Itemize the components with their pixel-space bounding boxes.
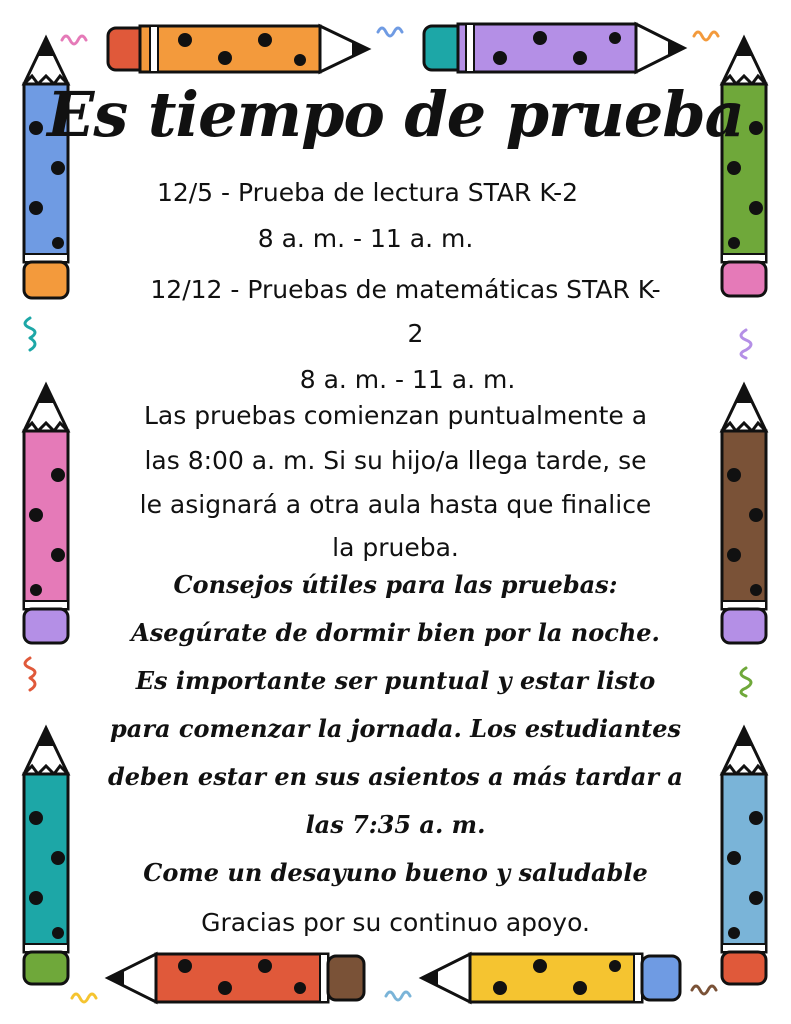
tip-punctual-line-2: para comenzar la jornada. Los estudiantes: [109, 714, 682, 743]
pencil-right-green: [722, 38, 766, 296]
pencil-bottom-yellow: [422, 954, 680, 1002]
notice-line-1: Las pruebas comienzan puntualmente a: [143, 401, 648, 430]
tip-punctual-line-1: Es importante ser puntual y estar listo: [135, 666, 656, 695]
math-test-line: 12/12 - Pruebas de matemáticas STAR K-: [150, 275, 661, 304]
reading-test-time: 8 a. m. - 11 a. m.: [257, 224, 474, 253]
page-title: Es tiempo de prueba: [47, 78, 744, 151]
pencil-bottom-red: [108, 954, 364, 1002]
notice-line-4: la prueba.: [332, 533, 459, 562]
pencil-top-purple: [424, 24, 684, 72]
notice-line-3: le asignará a otra aula hasta que finalice: [139, 490, 652, 519]
math-test-line-cont: 2: [407, 319, 424, 348]
reading-test-line: 12/5 - Prueba de lectura STAR K-2: [156, 178, 579, 207]
tip-breakfast: Come un desayuno bueno y saludable: [143, 858, 648, 887]
math-test-time: 8 a. m. - 11 a. m.: [299, 365, 516, 394]
tip-punctual-line-4: las 7:35 a. m.: [305, 810, 486, 839]
tip-punctual-line-3: deben estar en sus asientos a más tardar a: [108, 762, 683, 791]
tip-sleep: Asegúrate de dormir bien por la noche.: [131, 618, 660, 647]
notice-line-2: las 8:00 a. m. Si su hijo/a llega tarde, se: [144, 446, 647, 475]
closing-line: Gracias por su continuo apoyo.: [201, 908, 590, 937]
tips-heading: Consejos útiles para las pruebas:: [173, 570, 618, 599]
pencil-left-blue: [24, 38, 68, 298]
pencil-top-orange: [108, 26, 368, 72]
